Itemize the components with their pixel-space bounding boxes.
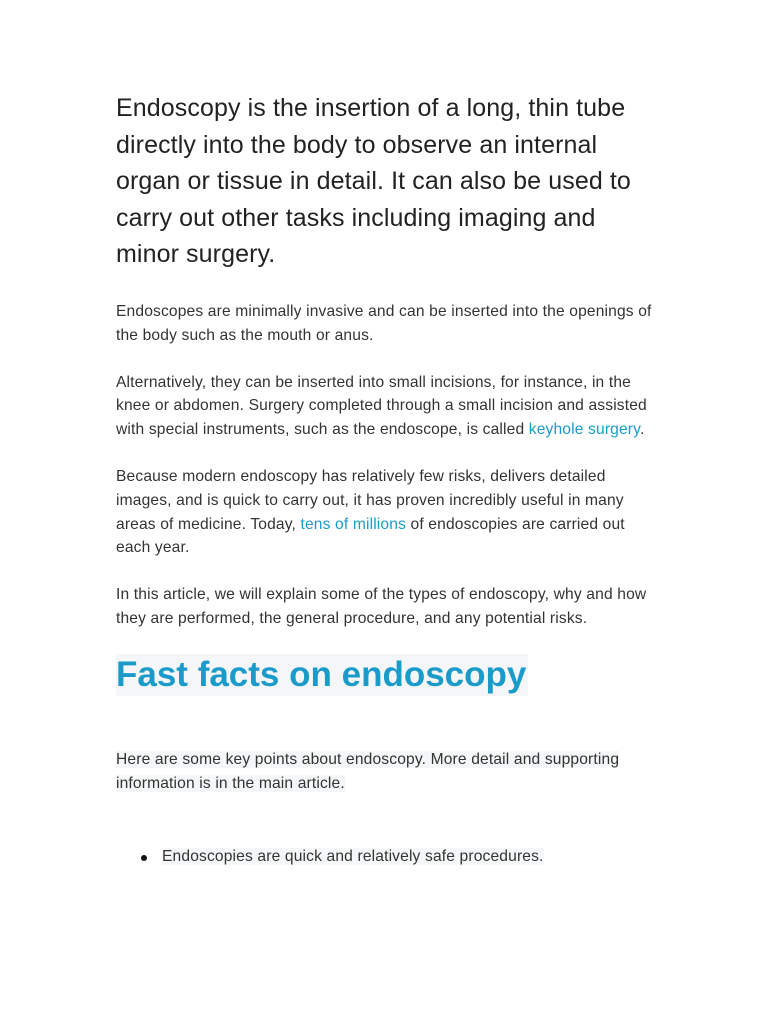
paragraph-modern-end: of endoscopies are carried out each year. [116,515,625,557]
fast-facts-list [116,845,656,869]
fast-facts-heading: Fast facts on endoscopy [116,654,527,694]
paragraph-openings: Endoscopes are minimally invasive and can be inserted into the openings of the body such as the mouth or anus. [116,302,652,344]
lead-paragraph: Endoscopy is the insertion of a long, thin tube directly into the body to observe an internal organ or tissue in detail. It can also be used to carry out other tasks including imaging and minor surgery. [116,94,631,269]
paragraph-modern-endoscopy [116,465,656,560]
article-body [116,90,656,869]
paragraph-incisions [116,371,656,442]
fast-facts-intro-block [116,748,656,796]
list-item [116,845,656,869]
list-item-text: Endoscopies are quick and relatively safe procedures. [162,848,544,866]
fast-facts-intro: Here are some key points about endoscopy. More detail and supporting information is in the main article. [116,750,620,792]
bullet-icon [141,855,147,861]
paragraph-modern-text: Because modern endoscopy has relatively few risks, delivers detailed images, and is quick to carry out, it has proven incredibly useful in many areas of medicine. Today, [116,467,624,533]
paragraph-incisions-end: . [639,421,645,439]
paragraph-incisions-text: Alternatively, they can be inserted into small incisions, for instance, in the knee or abdomen. Surgery completed through a small incision and assisted with special instruments, such as the endoscope, is called [116,373,647,439]
fast-facts-heading-block [116,654,656,696]
paragraph-article-overview: In this article, we will explain some of the types of endoscopy, why and how they are performed, the general procedure, and any potential risks. [116,586,647,627]
keyhole-surgery-link[interactable]: keyhole surgery [528,421,640,439]
tens-of-millions-link[interactable]: tens of millions [300,515,407,533]
